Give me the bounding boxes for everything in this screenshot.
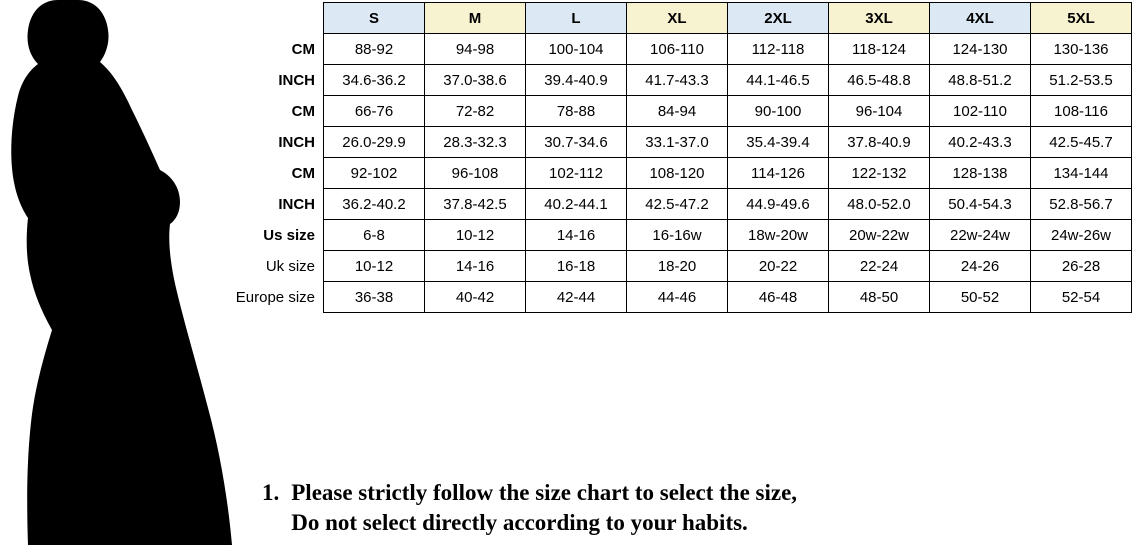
cell: 33.1-37.0 — [627, 127, 728, 158]
cell: 72-82 — [425, 96, 526, 127]
table-corner-cell — [205, 3, 324, 34]
cell: 66-76 — [324, 96, 425, 127]
cell: 128-138 — [930, 158, 1031, 189]
cell: 24-26 — [930, 251, 1031, 282]
cell: 52.8-56.7 — [1031, 189, 1132, 220]
cell: 22w-24w — [930, 220, 1031, 251]
row-label-europe-size: Europe size — [205, 282, 324, 313]
size-column-header-l: L — [526, 3, 627, 34]
cell: 48.0-52.0 — [829, 189, 930, 220]
cell: 6-8 — [324, 220, 425, 251]
cell: 92-102 — [324, 158, 425, 189]
cell: 102-112 — [526, 158, 627, 189]
cell: 37.8-40.9 — [829, 127, 930, 158]
cell: 96-104 — [829, 96, 930, 127]
size-chart-table — [205, 2, 1132, 313]
row-label-waist-cm: CM — [205, 96, 324, 127]
cell: 48-50 — [829, 282, 930, 313]
cell: 18-20 — [627, 251, 728, 282]
cell: 130-136 — [1031, 34, 1132, 65]
cell: 10-12 — [324, 251, 425, 282]
cell: 96-108 — [425, 158, 526, 189]
cell: 50-52 — [930, 282, 1031, 313]
cell: 112-118 — [728, 34, 829, 65]
table-row — [205, 158, 1132, 189]
cell: 40-42 — [425, 282, 526, 313]
cell: 84-94 — [627, 96, 728, 127]
cell: 106-110 — [627, 34, 728, 65]
size-column-header-3xl: 3XL — [829, 3, 930, 34]
cell: 50.4-54.3 — [930, 189, 1031, 220]
cell: 39.4-40.9 — [526, 65, 627, 96]
bust-fit-label: Bust fit — [72, 110, 133, 137]
size-column-header-m: M — [425, 3, 526, 34]
table-row — [205, 127, 1132, 158]
table-row — [205, 251, 1132, 282]
cell: 20w-22w — [829, 220, 930, 251]
cell: 42.5-45.7 — [1031, 127, 1132, 158]
table-header-row — [205, 3, 1132, 34]
table-row — [205, 282, 1132, 313]
cell: 124-130 — [930, 34, 1031, 65]
cell: 44-46 — [627, 282, 728, 313]
cell: 40.2-44.1 — [526, 189, 627, 220]
cell: 42-44 — [526, 282, 627, 313]
cell: 90-100 — [728, 96, 829, 127]
cell: 78-88 — [526, 96, 627, 127]
waist-fit-label: Waist fit — [66, 203, 136, 230]
note-line-1: Please strictly follow the size chart to select the size, — [291, 480, 798, 505]
cell: 100-104 — [526, 34, 627, 65]
cell: 118-124 — [829, 34, 930, 65]
note-text — [291, 478, 797, 538]
cell: 24w-26w — [1031, 220, 1132, 251]
note-line-2: Do not select directly according to your habits. — [291, 509, 748, 535]
table-row — [205, 96, 1132, 127]
cell: 46-48 — [728, 282, 829, 313]
cell: 52-54 — [1031, 282, 1132, 313]
table-row — [205, 34, 1132, 65]
cell: 114-126 — [728, 158, 829, 189]
row-label-us-size: Us size — [205, 220, 324, 251]
cell: 34.6-36.2 — [324, 65, 425, 96]
cell: 44.1-46.5 — [728, 65, 829, 96]
cell: 40.2-43.3 — [930, 127, 1031, 158]
cell: 10-12 — [425, 220, 526, 251]
note-number: 1. — [262, 480, 280, 505]
cell: 42.5-47.2 — [627, 189, 728, 220]
cell: 16-18 — [526, 251, 627, 282]
cell: 108-116 — [1031, 96, 1132, 127]
cell: 51.2-53.5 — [1031, 65, 1132, 96]
cell: 44.9-49.6 — [728, 189, 829, 220]
cell: 134-144 — [1031, 158, 1132, 189]
cell: 37.8-42.5 — [425, 189, 526, 220]
cell: 36.2-40.2 — [324, 189, 425, 220]
row-label-hip-cm: CM — [205, 158, 324, 189]
cell: 88-92 — [324, 34, 425, 65]
cell: 16-16w — [627, 220, 728, 251]
size-column-header-5xl: 5XL — [1031, 3, 1132, 34]
cell: 22-24 — [829, 251, 930, 282]
cell: 18w-20w — [728, 220, 829, 251]
cell: 26.0-29.9 — [324, 127, 425, 158]
row-label-waist-inch: INCH — [205, 127, 324, 158]
cell: 108-120 — [627, 158, 728, 189]
row-label-bust-inch: INCH — [205, 65, 324, 96]
cell: 46.5-48.8 — [829, 65, 930, 96]
row-label-uk-size: Uk size — [205, 251, 324, 282]
cell: 102-110 — [930, 96, 1031, 127]
row-label-hip-inch: INCH — [205, 189, 324, 220]
cell: 26-28 — [1031, 251, 1132, 282]
cell: 14-16 — [526, 220, 627, 251]
sizing-note — [262, 478, 797, 538]
cell: 35.4-39.4 — [728, 127, 829, 158]
cell: 94-98 — [425, 34, 526, 65]
size-column-header-2xl: 2XL — [728, 3, 829, 34]
size-column-header-s: S — [324, 3, 425, 34]
cell: 41.7-43.3 — [627, 65, 728, 96]
size-column-header-xl: XL — [627, 3, 728, 34]
size-column-header-4xl: 4XL — [930, 3, 1031, 34]
cell: 36-38 — [324, 282, 425, 313]
cell: 48.8-51.2 — [930, 65, 1031, 96]
table-row — [205, 65, 1132, 96]
cell: 14-16 — [425, 251, 526, 282]
cell: 37.0-38.6 — [425, 65, 526, 96]
table-row — [205, 189, 1132, 220]
row-label-bust-cm: CM — [205, 34, 324, 65]
cell: 20-22 — [728, 251, 829, 282]
cell: 30.7-34.6 — [526, 127, 627, 158]
hip-fit-label: Hip fit — [68, 283, 119, 310]
cell: 122-132 — [829, 158, 930, 189]
table-row — [205, 220, 1132, 251]
cell: 28.3-32.3 — [425, 127, 526, 158]
